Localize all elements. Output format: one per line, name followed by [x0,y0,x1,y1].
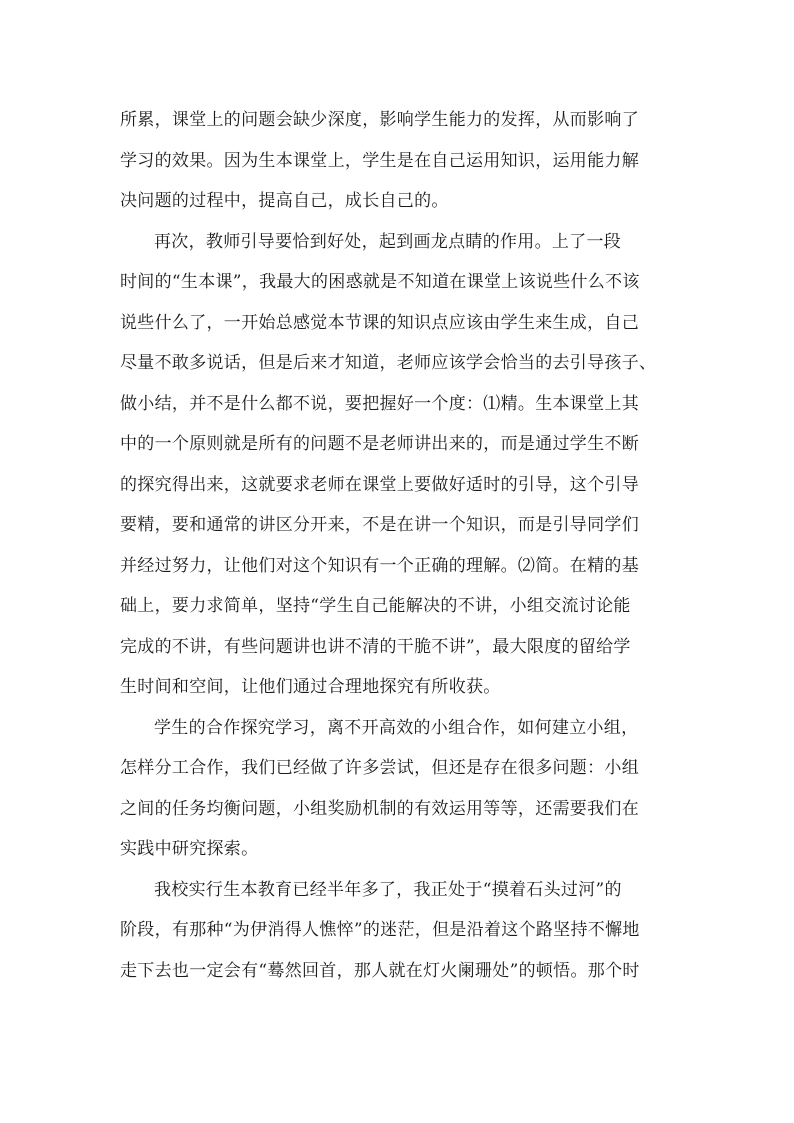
text-line: 学习的效果。因为生本课堂上，学生是在自己运用知识，运用能力解 [120,150,639,171]
text-line: 生时间和空间，让他们通过合理地探究有所收获。 [120,677,501,697]
text-line: 所累，课堂上的问题会缺少深度，影响学生能力的发挥，从而影响了 [120,110,639,130]
text-line: 要精，要和通常的讲区分开来，不是在讲一个知识，而是引导同学们 [120,515,639,535]
text-line: 怎样分工合作，我们已经做了许多尝试，但还是存在很多问题：小组 [120,758,639,778]
text-line: 完成的不讲，有些问题讲也讲不清的干脆不讲”，最大限度的留给学 [120,636,631,657]
text-line: 阶段，有那种“为伊消得人憔悴”的迷茫，但是沿着这个路坚持不懈地 [120,920,640,940]
text-line: 础上，要力求简单，坚持“学生自己能解决的不讲，小组交流讨论能 [120,596,631,616]
text-line: 走下去也一定会有“蓦然回首，那人就在灯火阑珊处”的顿悟。那个时 [120,960,640,981]
text-line: 尽量不敢多说话，但是后来才知道，老师应该学会恰当的去引导孩子、 [120,353,657,373]
text-line: 实践中研究探索。 [120,839,259,859]
text-line: 中的一个原则就是所有的问题不是老师讲出来的，而是通过学生不断 [120,434,639,454]
text-line: 时间的“生本课”，我最大的困惑就是不知道在课堂上该说些什么不该 [120,272,640,292]
text-line: 做小结，并不是什么都不说，要把握好一个度：⑴精。生本课堂上其 [120,393,639,414]
text-line: 决问题的过程中，提高自己，成长自己的。 [120,191,449,211]
paragraph-start-line: 学生的合作探究学习，离不开高效的小组合作，如何建立小组， [154,717,639,738]
text-line: 说些什么了，一开始总感觉本节课的知识点应该由学生来生成，自己 [120,312,639,333]
paragraph-start-line: 我校实行生本教育已经半年多了，我正处于“摸着石头过河”的 [154,879,622,900]
document-body [120,100,680,991]
text-line: 的探究得出来，这就要求老师在课堂上要做好适时的引导，这个引导 [120,474,639,495]
text-line: 并经过努力，让他们对这个知识有一个正确的理解。⑵简。在精的基 [120,555,639,576]
text-line: 之间的任务均衡问题，小组奖励机制的有效运用等等，还需要我们在 [120,798,639,819]
paragraph-start-line: 再次，教师引导要恰到好处，起到画龙点睛的作用。上了一段 [154,231,622,252]
